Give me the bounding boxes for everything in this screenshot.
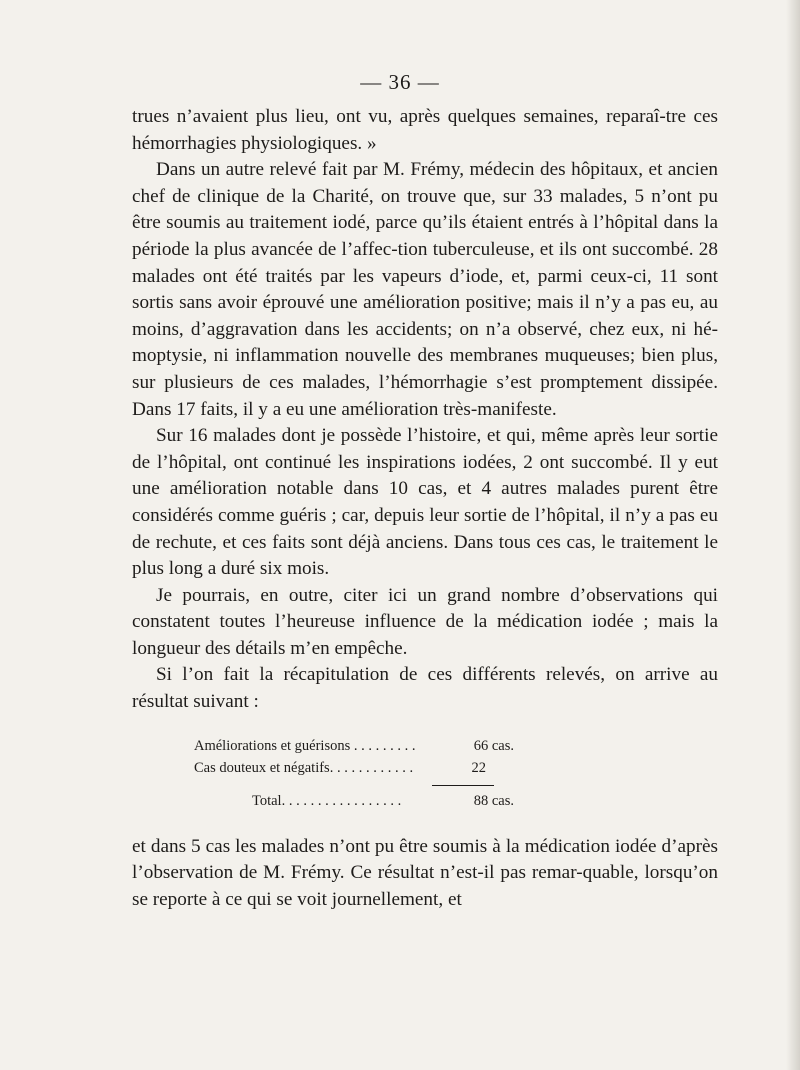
tally-value: 66 cas.: [473, 737, 514, 754]
tally-row-total: [194, 790, 514, 812]
body-text: [132, 104, 718, 913]
page-number: — 36 —: [360, 70, 440, 94]
tally-total-value: 88 cas.: [473, 792, 514, 809]
tally-row-improvements: [194, 735, 514, 757]
tally-value: 22: [471, 759, 486, 776]
tally-label: Améliorations et guérisons . . . . . . . . .: [194, 737, 416, 754]
tally-row-doubtful: [194, 757, 514, 779]
paragraph-continuation: trues n’avaient plus lieu, ont vu, après quelques semaines, reparaî-tre ces hémorrhagies physiologiques. »: [132, 106, 718, 154]
paragraph-own-cases: Sur 16 malades dont je possède l’histoire, et qui, même après leur sortie de l’hôpital, ont continué les inspirations iodées, 2 ont succombé. Il y eut une amélioration notable dans 10 cas, et 4 autres malades purent être considérés comme guéris ; car, depuis leur sortie de l’hôpital, il n’y a pas eu de rechute, et ces faits sont déjà anciens. Dans tous ces cas, le traitement le plus long a duré six mois.: [132, 425, 718, 580]
paragraph-other-observations: Je pourrais, en outre, citer ici un grand nombre d’observations qui constatent toutes l’heureuse influence de la médication iodée ; mais la longueur des détails m’en empêche.: [132, 584, 718, 659]
tally-label: Cas douteux et négatifs. . . . . . . . . . . .: [194, 759, 414, 776]
results-tally: [194, 735, 514, 812]
page-edge-shadow: [786, 0, 800, 1070]
tally-sum-rule: [432, 785, 494, 786]
paragraph-fremy-report: Dans un autre relevé fait par M. Frémy, médecin des hôpitaux, et ancien chef de clinique de la Charité, on trouve que, sur 33 malades, 5 n’ont pu être soumis au traitement iodé, parce qu’ils étaient entrés à l’hôpital dans la période la plus avancée de l’affec-tion tuberculeuse, et ils ont succombé. 28 malades ont été traités par les vapeurs d’iode, et, parmi ceux-ci, 11 sont sortis sans avoir éprouvé une amélioration positive; mais il n’y a pas eu, au moins, d’aggravation dans les accidents; on n’a observé, chez eux, ni hé-moptysie, ni inflammation nouvelle des membranes muqueuses; bien plus, sur plusieurs de ces malades, l’hémorrhagie s’est promptement dissipée. Dans 17 faits, il y a eu une amélioration très-manifeste.: [132, 159, 718, 420]
tally-total-label: Total. . . . . . . . . . . . . . . . .: [252, 792, 402, 809]
paragraph-recapitulation: Si l’on fait la récapitulation de ces différents relevés, on arrive au résultat suivant :: [132, 664, 718, 713]
paragraph-closing: et dans 5 cas les malades n’ont pu être soumis à la médication iodée d’après l’observation de M. Frémy. Ce résultat n’est-il pas remar-quable, lorsqu’on se reporte à ce qui se voit journellement, et: [132, 835, 718, 910]
